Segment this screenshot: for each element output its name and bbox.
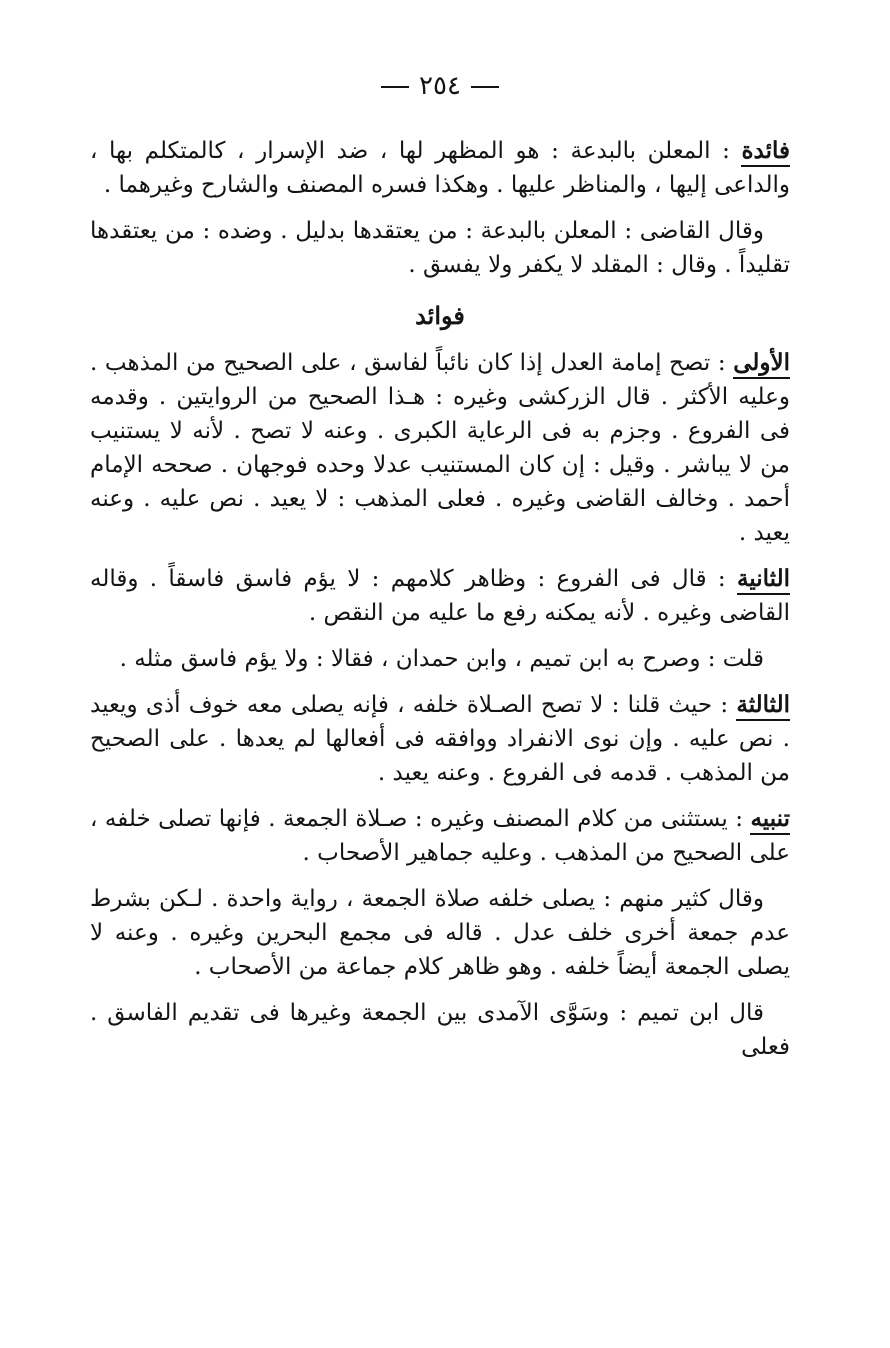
- paragraph-lead: الثانية: [737, 565, 790, 595]
- paragraph-text: : حيث قلنا : لا تصح الصـلاة خلفه ، فإنه يصلى معه خوف أذى ويعيد . نص عليه . وإن نوى الانفراد ووافقه فى أفعالها لم يعدها . على الصحيح من المذهب . قدمه فى الفروع . وعنه يعيد .: [90, 692, 790, 786]
- paragraph-text: قلت : وصرح به ابن تميم ، وابن حمدان ، فقالا : ولا يؤم فاسق مثله .: [119, 646, 764, 672]
- paragraph-lead: الثالثة: [736, 691, 790, 721]
- paragraph-kathir: [90, 882, 790, 984]
- paragraph-second: [90, 562, 790, 630]
- paragraph-text: : تصح إمامة العدل إذا كان نائباً لفاسق ، على الصحيح من المذهب . وعليه الأكثر . قال الزركشى وغيره : هـذا الصحيح من الروايتين . وقدمه فى الفروع . وجزم به فى الرعاية الكبرى . وعنه لا تصح . لأنه لا يستنيب من لا يباشر . وقيل : إن كان المستنيب عدلا وحده فوجهان . صححه الإمام أحمد . وخالف القاضى وغيره . فعلى المذهب : لا يعيد . نص عليه . وعنه يعيد .: [90, 350, 790, 546]
- paragraph-text: قال ابن تميم : وسَوَّى الآمدى بين الجمعة وغيرها فى تقديم الفاسق . فعلى: [90, 1000, 790, 1060]
- paragraph-text: : يستثنى من كلام المصنف وغيره : صـلاة الجمعة . فإنها تصلى خلفه ، على الصحيح من المذهب . وعليه جماهير الأصحاب .: [90, 806, 790, 866]
- paragraph-third: [90, 688, 790, 790]
- page-number-value: ٢٥٤: [419, 71, 461, 101]
- paragraph-text: وقال القاضى : المعلن بالبدعة : من يعتقدها بدليل . وضده : من يعتقدها تقليداً . وقال : المقلد لا يكفر ولا يفسق .: [90, 218, 790, 278]
- paragraph-lead: الأولى: [733, 349, 790, 379]
- paragraph-faida: [90, 134, 790, 202]
- paragraph-qult: [90, 642, 790, 676]
- paragraph-text: وقال كثير منهم : يصلى خلفه صلاة الجمعة ، رواية واحدة . لـكن بشرط عدم جمعة أخرى خلف عدل . قاله فى مجمع البحرين وغيره . وعنه لا يصلى الجمعة أيضاً خلفه . وهو ظاهر كلام جماعة من الأصحاب .: [90, 886, 790, 980]
- page-number-dash-left: [381, 86, 409, 88]
- paragraph-ibn-tamim: [90, 996, 790, 1064]
- section-heading-fawaid: فوائد: [415, 301, 465, 330]
- paragraph-tanbih: [90, 802, 790, 870]
- document-page: [90, 62, 790, 1076]
- paragraph-lead: فائدة: [741, 137, 790, 167]
- page-number-dash-right: [471, 86, 499, 88]
- paragraph-text: : قال فى الفروع : وظاهر كلامهم : لا يؤم فاسق فاسقاً . وقاله القاضى وغيره . لأنه يمكنه رفع ما عليه من النقص .: [90, 566, 790, 626]
- page-number: [90, 62, 790, 110]
- paragraph-qadi: [90, 214, 790, 282]
- paragraph-first: [90, 346, 790, 550]
- paragraph-lead: تنبيه: [750, 805, 790, 835]
- paragraph-text: : المعلن بالبدعة : هو المظهر لها ، ضد الإسرار ، كالمتكلم بها ، والداعى إليها ، والمناظر عليها . وهكذا فسره المصنف والشارح وغيرهما .: [90, 138, 790, 198]
